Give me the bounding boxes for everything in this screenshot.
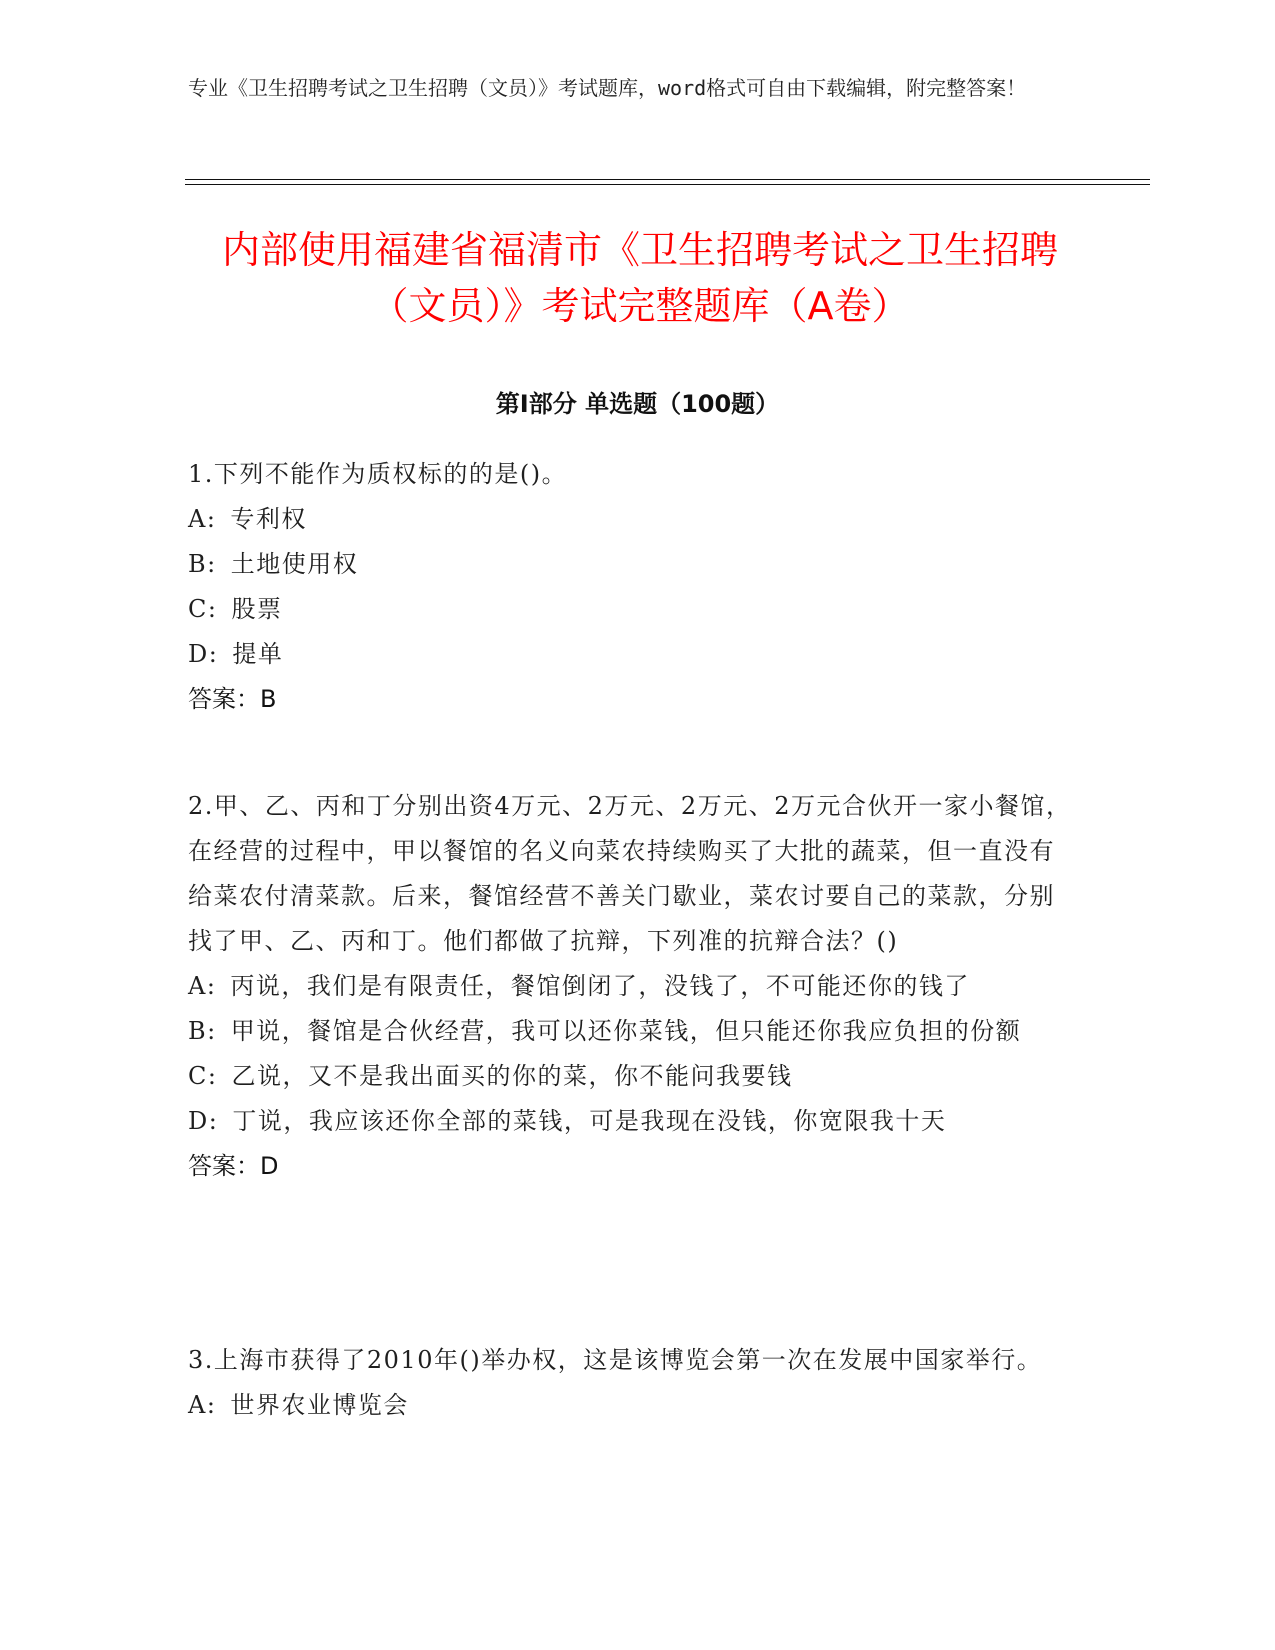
section-title: 第I部分 单选题（100题）: [495, 390, 780, 418]
option-text: 丙说，我们是有限责任，餐馆倒闭了，没钱了，不可能还你的钱了: [230, 972, 970, 1000]
option-d: [188, 632, 1078, 677]
answer-line: [188, 1144, 1078, 1189]
option-label: A:: [188, 505, 217, 533]
option-text: 专利权: [230, 505, 307, 533]
header-rule-top: [185, 179, 1150, 180]
option-text: 土地使用权: [230, 550, 359, 578]
option-d: [188, 1099, 1078, 1144]
option-label: A:: [188, 972, 217, 1000]
document-title: 内部使用福建省福清市《卫生招聘考试之卫生招聘（文员）》考试完整题库（A卷）: [221, 228, 1058, 328]
question-stem: 1.下列不能作为质权标的的是()。: [188, 460, 568, 488]
option-text: 乙说，又不是我出面买的你的菜，你不能问我要钱: [231, 1062, 793, 1090]
option-c: [188, 587, 1078, 632]
answer-label: 答案：: [188, 685, 260, 713]
question-3: [188, 1338, 1078, 1428]
header-rule-bottom: [185, 184, 1150, 185]
option-c: [188, 1054, 1078, 1099]
option-label: C:: [188, 1062, 218, 1090]
question-stem: 2.甲、乙、丙和丁分别出资4万元、2万元、2万元、2万元合伙开一家小餐馆，在经营的过程中，甲以餐馆的名义向菜农持续购买了大批的蔬菜，但一直没有给菜农付清菜款。后来，餐馆经营不善关门歇业，菜农讨要自己的菜款，分别找了甲、乙、丙和丁。他们都做了抗辩，下列准的抗辩合法？(): [188, 792, 1072, 955]
option-text: 股票: [231, 595, 283, 623]
option-a: [188, 497, 1078, 542]
option-text: 甲说，餐馆是合伙经营，我可以还你菜钱，但只能还你我应负担的份额: [230, 1017, 1022, 1045]
option-b: [188, 542, 1078, 587]
option-b: [188, 1009, 1078, 1054]
option-label: D:: [188, 1107, 219, 1135]
question-2: [188, 784, 1078, 1189]
question-stem: 3.上海市获得了2010年()举办权，这是该博览会第一次在发展中国家举行。: [188, 1346, 1043, 1374]
option-label: A:: [188, 1391, 217, 1419]
option-text: 提单: [232, 640, 284, 668]
option-text: 丁说，我应该还你全部的菜钱，可是我现在没钱，你宽限我十天: [232, 1107, 947, 1135]
option-label: D:: [188, 640, 219, 668]
header-note: 专业《卫生招聘考试之卫生招聘（文员）》考试题库，word格式可自由下载编辑，附完整答案！: [188, 76, 1027, 100]
option-label: B:: [188, 1017, 217, 1045]
option-text: 世界农业博览会: [230, 1391, 409, 1419]
option-a: [188, 964, 1078, 1009]
answer-line: [188, 677, 1078, 722]
answer-value: D: [260, 1152, 279, 1180]
answer-value: B: [260, 685, 277, 713]
option-label: C:: [188, 595, 218, 623]
answer-label: 答案：: [188, 1152, 260, 1180]
option-a: [188, 1383, 1078, 1428]
option-label: B:: [188, 550, 217, 578]
question-1: [188, 452, 1078, 722]
